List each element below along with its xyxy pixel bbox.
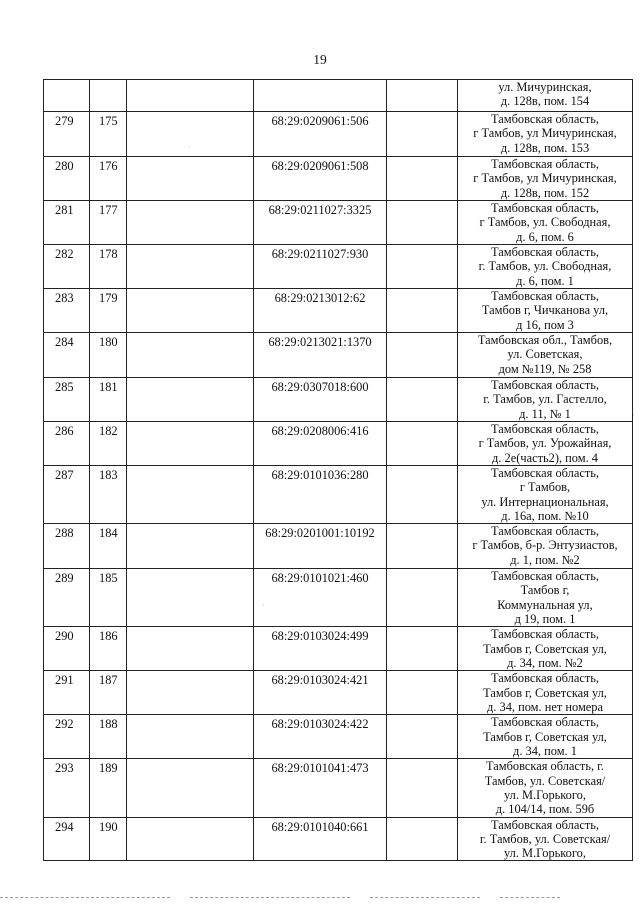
cadastral-number-cell: 68:29:0201001:10192 <box>254 524 387 569</box>
row-number-cell: 284 <box>44 333 90 378</box>
address-cell <box>458 201 633 245</box>
row-number-cell: 292 <box>44 715 90 759</box>
address-cell <box>458 569 633 627</box>
empty-cell <box>387 80 458 112</box>
table-row <box>44 80 633 112</box>
empty-cell <box>387 466 458 524</box>
registry-body <box>44 80 633 861</box>
empty-cell <box>127 817 254 861</box>
address-line: г Тамбов, ул. Урожайная, <box>478 436 612 451</box>
address-line: Тамбовская область, <box>490 289 600 303</box>
address-line: ул. Интернациональная, <box>481 494 609 509</box>
row-number-cell: 281 <box>44 201 90 245</box>
sub-number-cell: 185 <box>90 569 127 627</box>
sub-number-cell: 183 <box>90 466 127 524</box>
cadastral-number-cell <box>254 80 387 112</box>
table-row <box>44 524 633 569</box>
cadastral-number-cell: 68:29:0101021:460 <box>254 569 387 627</box>
cadastral-number-cell: 68:29:0101036:280 <box>254 466 387 524</box>
address-line: Тамбовская область, <box>490 569 600 584</box>
address-line: д. 128в, пом. 154 <box>500 94 590 109</box>
address-line: Тамбовская область, <box>490 112 600 126</box>
address-line: д. 128в, пом. 153 <box>500 140 590 155</box>
address-line: Тамбовская область, <box>490 157 600 171</box>
row-number-cell: 291 <box>44 671 90 715</box>
address-line: Тамбов г, <box>520 583 570 598</box>
scan-edge-line <box>500 897 560 899</box>
address-line: д. 6, пом. 1 <box>516 273 574 288</box>
row-number-cell <box>44 80 90 112</box>
address-line: д. 34, пом. №2 <box>507 655 583 670</box>
cadastral-number-cell: 68:29:0213012:62 <box>254 289 387 333</box>
table-row <box>44 157 633 201</box>
address-line: д. 16а, пом. №10 <box>501 508 589 523</box>
empty-cell <box>387 759 458 817</box>
address-cell <box>458 759 633 817</box>
row-number-cell: 294 <box>44 817 90 861</box>
sub-number-cell: 175 <box>90 112 127 157</box>
address-cell <box>458 245 633 289</box>
empty-cell <box>127 201 254 245</box>
sub-number-cell: 188 <box>90 715 127 759</box>
address-line: г Тамбов, б-р. Энтузиастов, <box>472 538 618 553</box>
row-number-cell: 286 <box>44 422 90 466</box>
address-line: Тамбов г, Советская ул, <box>483 685 607 700</box>
address-line: Тамбовская область, <box>490 201 600 215</box>
empty-cell <box>387 524 458 569</box>
address-cell <box>458 524 633 569</box>
address-line: Тамбовская область, <box>490 245 600 259</box>
address-cell <box>458 671 633 715</box>
cadastral-number-cell: 68:29:0103024:422 <box>254 715 387 759</box>
cadastral-number-cell: 68:29:0101040:661 <box>254 817 387 861</box>
table-row <box>44 466 633 524</box>
address-cell <box>458 289 633 333</box>
address-line: Тамбов г, Чичканова ул, <box>481 303 609 318</box>
row-number-cell: 293 <box>44 759 90 817</box>
empty-cell <box>127 715 254 759</box>
address-line: д. 6, пом. 6 <box>516 229 574 244</box>
address-line: дом №119, № 258 <box>498 361 592 376</box>
scan-speck: · <box>632 410 635 420</box>
cadastral-number-cell: 68:29:0103024:421 <box>254 671 387 715</box>
scan-edge-line <box>370 897 480 899</box>
address-line: г Тамбов, ул. Свободная, <box>479 215 611 230</box>
empty-cell <box>127 627 254 671</box>
row-number-cell: 290 <box>44 627 90 671</box>
address-line: Тамбовская область, <box>490 378 600 392</box>
address-cell <box>458 627 633 671</box>
address-cell <box>458 378 633 422</box>
table-row <box>44 289 633 333</box>
page-number: 19 <box>313 52 327 67</box>
address-line: г Тамбов, ул Мичуринская, <box>473 126 617 141</box>
cadastral-number-cell: 68:29:0101041:473 <box>254 759 387 817</box>
scan-speck: · <box>262 600 265 610</box>
table-row <box>44 715 633 759</box>
empty-cell <box>127 289 254 333</box>
empty-cell <box>387 817 458 861</box>
address-line: г. Тамбов, ул. Советская/ <box>479 831 611 846</box>
address-line: Тамбов г, Советская ул, <box>483 641 607 656</box>
cadastral-number-cell: 68:29:0209061:506 <box>254 112 387 157</box>
table-row <box>44 201 633 245</box>
empty-cell <box>127 466 254 524</box>
address-line: Тамбовская область, <box>490 671 600 686</box>
address-cell <box>458 80 633 112</box>
address-cell <box>458 466 633 524</box>
row-number-cell: 288 <box>44 524 90 569</box>
table-row <box>44 671 633 715</box>
table-row <box>44 569 633 627</box>
empty-cell <box>127 759 254 817</box>
cadastral-number-cell: 68:29:0307018:600 <box>254 378 387 422</box>
row-number-cell: 287 <box>44 466 90 524</box>
address-line: д. 34, пом. нет номера <box>487 699 603 714</box>
table-row <box>44 333 633 378</box>
address-line: Тамбовская область, г. <box>486 759 604 774</box>
sub-number-cell: 184 <box>90 524 127 569</box>
address-line: д. 2е(часть2), пом. 4 <box>492 450 598 465</box>
row-number-cell: 283 <box>44 289 90 333</box>
cadastral-number-cell: 68:29:0211027:930 <box>254 245 387 289</box>
sub-number-cell: 178 <box>90 245 127 289</box>
scan-speck: · <box>188 142 191 152</box>
empty-cell <box>127 378 254 422</box>
scan-edge-line <box>190 897 350 899</box>
address-line: Тамбовская область, <box>490 422 600 436</box>
empty-cell <box>127 157 254 201</box>
sub-number-cell: 182 <box>90 422 127 466</box>
table-row <box>44 759 633 817</box>
empty-cell <box>387 378 458 422</box>
scan-edge-line <box>0 897 170 899</box>
empty-cell <box>387 333 458 378</box>
empty-cell <box>387 715 458 759</box>
address-line: Тамбовская обл., Тамбов, <box>477 333 613 347</box>
sub-number-cell: 180 <box>90 333 127 378</box>
address-cell <box>458 157 633 201</box>
empty-cell <box>127 333 254 378</box>
address-line: Тамбов, ул. Советская/ <box>484 773 606 788</box>
address-line: д. 11, № 1 <box>519 406 571 421</box>
row-number-cell: 282 <box>44 245 90 289</box>
cadastral-number-cell: 68:29:0208006:416 <box>254 422 387 466</box>
row-number-cell: 285 <box>44 378 90 422</box>
address-line: ул. Мичуринская, <box>498 80 592 94</box>
empty-cell <box>127 245 254 289</box>
address-line: Тамбовская область, <box>490 715 600 730</box>
address-line: д. 104/14, пом. 59б <box>495 802 595 817</box>
address-line: г. Тамбов, ул. Свободная, <box>478 259 612 274</box>
row-number-cell: 279 <box>44 112 90 157</box>
table-row <box>44 378 633 422</box>
sub-number-cell: 177 <box>90 201 127 245</box>
address-line: г. Тамбов, ул. Гастелло, <box>483 392 607 407</box>
empty-cell <box>387 157 458 201</box>
row-number-cell: 280 <box>44 157 90 201</box>
sub-number-cell: 186 <box>90 627 127 671</box>
address-line: г Тамбов, <box>519 480 571 495</box>
table-row <box>44 817 633 861</box>
sub-number-cell: 176 <box>90 157 127 201</box>
sub-number-cell: 181 <box>90 378 127 422</box>
table-row <box>44 245 633 289</box>
table-row <box>44 422 633 466</box>
address-line: ул. М.Горького, <box>504 846 586 861</box>
sub-number-cell: 187 <box>90 671 127 715</box>
empty-cell <box>387 627 458 671</box>
empty-cell <box>387 671 458 715</box>
address-line: д 16, пом 3 <box>516 317 574 332</box>
address-line: г Тамбов, ул Мичуринская, <box>473 171 617 186</box>
sub-number-cell: 189 <box>90 759 127 817</box>
address-line: Тамбовская область, <box>490 817 600 832</box>
address-line: д. 1, пом. №2 <box>510 552 580 567</box>
address-cell <box>458 817 633 861</box>
address-cell <box>458 112 633 157</box>
empty-cell <box>387 569 458 627</box>
empty-cell <box>387 289 458 333</box>
address-line: ул. Советская, <box>507 347 583 362</box>
address-line: Коммунальная ул, <box>497 597 593 612</box>
cadastral-number-cell: 68:29:0213021:1370 <box>254 333 387 378</box>
table-row <box>44 627 633 671</box>
address-cell <box>458 422 633 466</box>
address-line: д. 128в, пом. 152 <box>500 185 590 200</box>
empty-cell <box>387 112 458 157</box>
empty-cell <box>127 569 254 627</box>
empty-cell <box>127 80 254 112</box>
cadastral-number-cell: 68:29:0103024:499 <box>254 627 387 671</box>
address-line: д 19, пом. 1 <box>514 612 576 627</box>
empty-cell <box>127 524 254 569</box>
row-number-cell: 289 <box>44 569 90 627</box>
sub-number-cell <box>90 80 127 112</box>
empty-cell <box>127 422 254 466</box>
address-line: Тамбовская область, <box>490 627 600 642</box>
sub-number-cell: 179 <box>90 289 127 333</box>
address-line: ул. М.Горького, <box>504 787 586 802</box>
address-cell <box>458 715 633 759</box>
address-line: Тамбовская область, <box>490 524 600 539</box>
property-registry-table <box>43 79 633 861</box>
address-line: Тамбовская область, <box>490 466 600 480</box>
address-cell <box>458 333 633 378</box>
address-line: Тамбов г, Советская ул, <box>483 729 607 744</box>
empty-cell <box>387 422 458 466</box>
cadastral-number-cell: 68:29:0211027:3325 <box>254 201 387 245</box>
empty-cell <box>387 201 458 245</box>
sub-number-cell: 190 <box>90 817 127 861</box>
cadastral-number-cell: 68:29:0209061:508 <box>254 157 387 201</box>
empty-cell <box>127 671 254 715</box>
empty-cell <box>387 245 458 289</box>
address-line: д. 34, пом. 1 <box>513 743 577 758</box>
table-row <box>44 112 633 157</box>
